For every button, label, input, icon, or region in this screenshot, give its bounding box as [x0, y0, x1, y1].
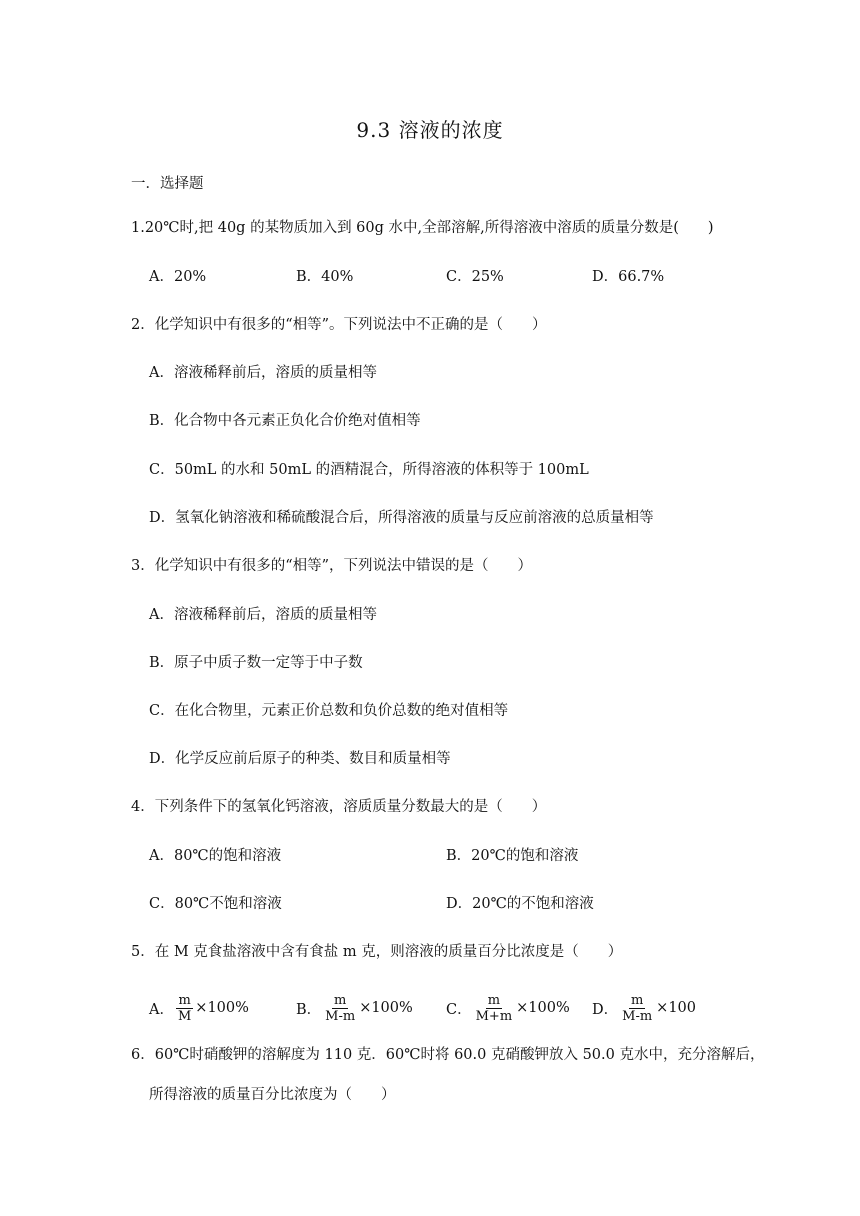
option-letter: D．	[592, 1001, 619, 1018]
option-letter: A．	[149, 1001, 174, 1018]
q3-option-c: C．在化合物里，元素正价总数和负价总数的绝对值相等	[149, 703, 509, 719]
denominator: M-m	[325, 1008, 356, 1024]
numerator: m	[334, 992, 347, 1008]
option-letter: B．	[296, 1001, 322, 1018]
q1-option-b: B．40%	[296, 269, 354, 285]
question-4-stem: 4．下列条件下的氢氧化钙溶液，溶质质量分数最大的是（ ）	[131, 799, 547, 815]
question-5-stem: 5．在 M 克食盐溶液中含有食盐 m 克，则溶液的质量百分比浓度是（ ）	[131, 944, 623, 960]
numerator: m	[178, 992, 191, 1008]
q5-option-a	[149, 990, 249, 1026]
option-tail: ×100%	[359, 1000, 413, 1016]
q3-option-b: B．原子中质子数一定等于中子数	[149, 655, 363, 671]
question-2-stem: 2．化学知识中有很多的“相等”。下列说法中不正确的是（ ）	[131, 317, 547, 333]
option-tail: ×100	[656, 1000, 696, 1016]
denominator: M	[177, 1008, 192, 1024]
q4-option-b: B．20℃的饱和溶液	[446, 848, 579, 864]
denominator: M+m	[475, 1008, 513, 1024]
question-6-stem-line-2: 所得溶液的质量百分比浓度为（ ）	[149, 1087, 396, 1103]
q1-option-c: C．25%	[446, 269, 504, 285]
option-tail: ×100%	[195, 1000, 249, 1016]
q3-option-a: A．溶液稀释前后，溶质的质量相等	[149, 607, 377, 623]
page-title: 9.3 溶液的浓度	[356, 118, 504, 142]
q2-option-a: A．溶液稀释前后，溶质的质量相等	[149, 365, 377, 381]
q5-option-b	[296, 990, 413, 1026]
question-1-stem: 1.20℃时,把 40g 的某物质加入到 60g 水中,全部溶解,所得溶液中溶质的质量分数是( )	[131, 220, 714, 236]
q1-option-a: A．20%	[149, 269, 207, 285]
q4-option-a: A．80℃的饱和溶液	[149, 848, 282, 864]
option-letter: C．	[446, 1001, 472, 1018]
fraction	[323, 993, 357, 1024]
q5-option-c	[446, 990, 570, 1026]
fraction	[620, 993, 654, 1024]
numerator: m	[487, 992, 501, 1008]
q4-option-d: D．20℃的不饱和溶液	[446, 896, 594, 912]
numerator: m	[630, 992, 644, 1008]
denominator: M-m	[622, 1008, 653, 1024]
question-3-stem: 3．化学知识中有很多的“相等”，下列说法中错误的是（ ）	[131, 558, 533, 574]
q5-option-d	[592, 990, 696, 1026]
fraction	[474, 993, 515, 1024]
q2-option-b: B．化合物中各元素正负化合价绝对值相等	[149, 413, 421, 429]
section-heading: 一．选择题	[131, 176, 204, 192]
fraction	[176, 993, 193, 1024]
question-6-stem-line-1: 6．60℃时硝酸钾的溶解度为 110 克．60℃时将 60.0 克硝酸钾放入 50.0 克水中，充分溶解后，	[131, 1047, 765, 1063]
option-tail: ×100%	[516, 1000, 570, 1016]
q2-option-d: D．氢氧化钠溶液和稀硫酸混合后，所得溶液的质量与反应前溶液的总质量相等	[149, 510, 654, 526]
q4-option-c: C．80℃不饱和溶液	[149, 896, 282, 912]
q3-option-d: D．化学反应前后原子的种类、数目和质量相等	[149, 751, 451, 767]
q1-option-d: D．66.7%	[592, 269, 665, 285]
q2-option-c: C．50mL 的水和 50mL 的酒精混合，所得溶液的体积等于 100mL	[149, 462, 589, 478]
